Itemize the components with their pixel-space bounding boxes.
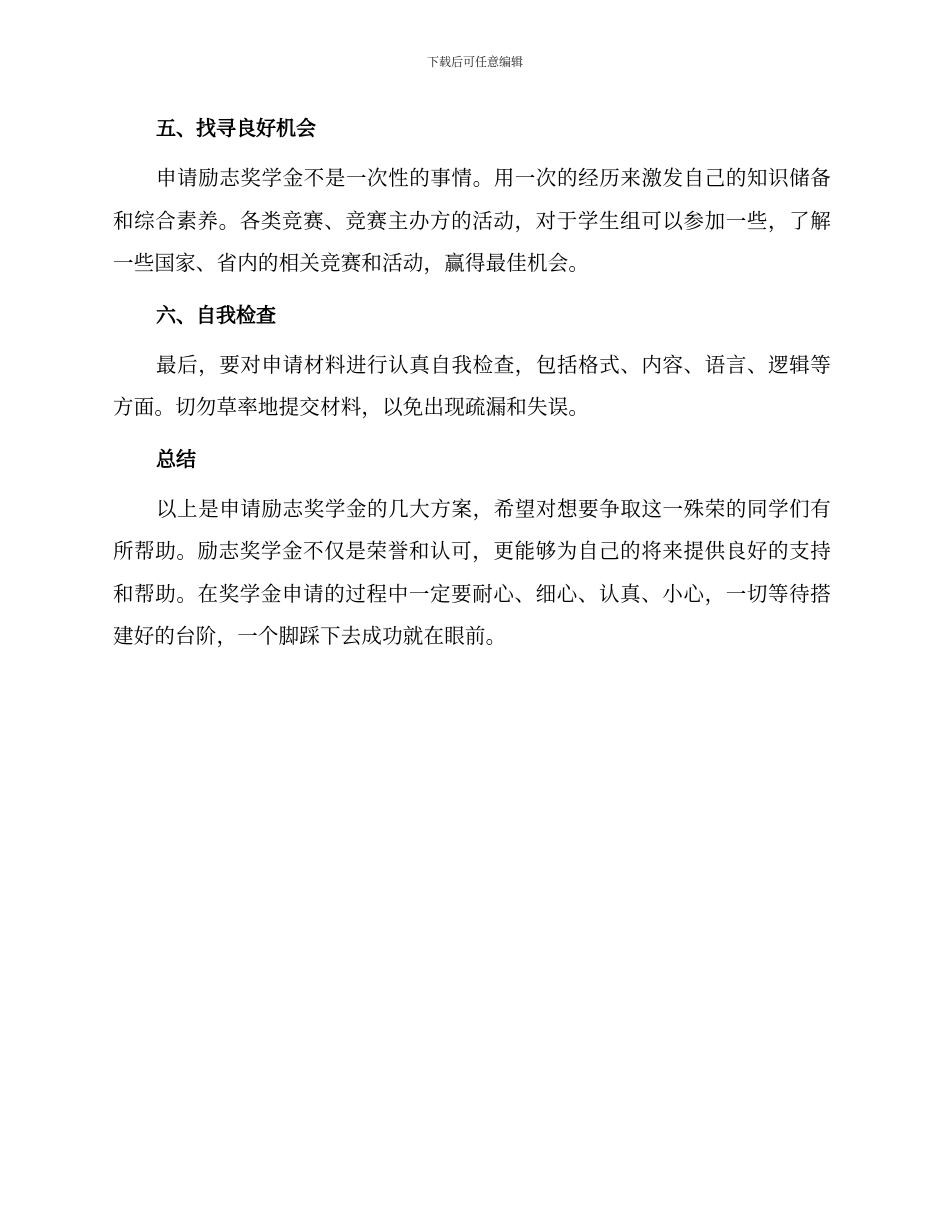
section-paragraph-opportunity: 申请励志奖学金不是一次性的事情。用一次的经历来激发自己的知识储备和综合素养。各类竞赛、竞赛主办方的活动，对于学生组可以参加一些，了解一些国家、省内的相关竞赛和活动，赢得最佳机会。 — [113, 166, 831, 275]
page-header: 下载后可任意编辑 — [426, 55, 523, 69]
section-heading-opportunity: 五、找寻良好机会 — [156, 116, 316, 140]
section-heading-self-check: 六、自我检查 — [156, 302, 276, 327]
section-heading-summary: 总结 — [156, 446, 196, 471]
document-body — [113, 110, 831, 658]
section-paragraph-summary: 以上是申请励志奖学金的几大方案，希望对想要争取这一殊荣的同学们有所帮助。励志奖学金不仅是荣誉和认可，更能够为自己的将来提供良好的支持和帮助。在奖学金申请的过程中一定要耐心、细心、认真、小心，一切等待搭建好的台阶，一个脚踩下去成功就在眼前。 — [113, 496, 831, 648]
section-paragraph-self-check: 最后，要对申请材料进行认真自我检查，包括格式、内容、语言、逻辑等方面。切勿草率地提交材料，以免出现疏漏和失误。 — [113, 352, 831, 419]
